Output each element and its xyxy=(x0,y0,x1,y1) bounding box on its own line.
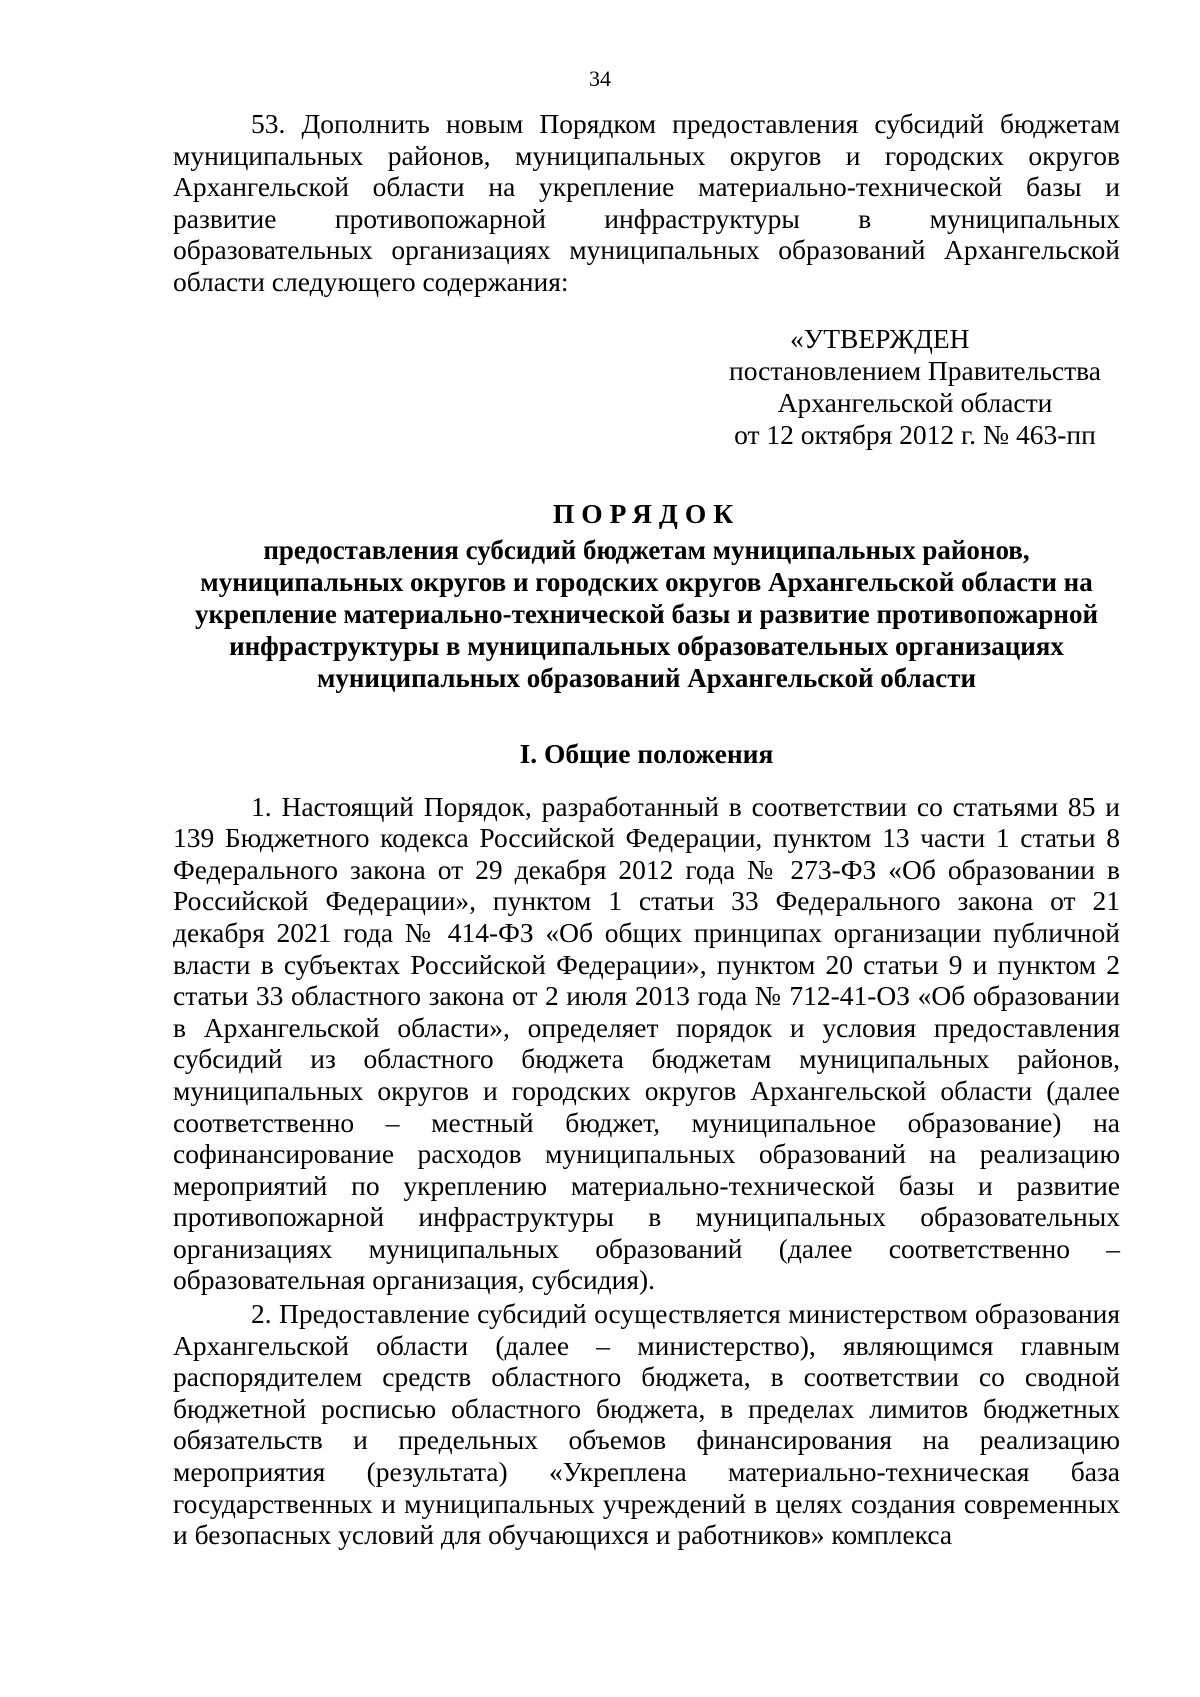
page-number: 34 xyxy=(589,66,611,91)
intro-paragraph: 53. Дополнить новым Порядком предоставления субсидий бюджетам муниципальных районов, муниципальных округов и городских округов Архангельской области на укрепление материально-технической базы и развитие противопожарной инфраструктуры в муниципальных образовательных организациях муниципальных образований Архангельской области следующего содержания: xyxy=(173,108,1120,297)
document-title: ПОРЯДОК xyxy=(552,497,741,529)
section-heading: I. Общие положения xyxy=(519,737,774,769)
approval-line-resolution: постановлением Правительства xyxy=(729,354,1101,386)
document-subtitle: предоставления субсидий бюджетам муниципальных районов, муниципальных округов и городских округов Архангельской области на укрепление материально-технической базы и развитие противопожарной инфраструктуры в муниципальных образовательных организациях муниципальных образований Архангельской области xyxy=(194,534,1099,693)
approval-line-date: от 12 октября 2012 г. № 463-пп xyxy=(734,418,1096,450)
paragraph-2: 2. Предоставление субсидий осуществляется министерством образования Архангельской области (далее – министерство), являющимся главным распорядителем средств областного бюджета, в соответствии со сводной бюджетной росписью областного бюджета, в пределах лимитов бюджетных обязательств и предельных объемов финансирования на реализацию мероприятия (результата) «Укреплена материально-техническая база государственных и муниципальных учреждений в целях создания современных и безопасных условий для обучающихся и работников» комплекса xyxy=(173,1298,1120,1551)
approval-line-region: Архангельской области xyxy=(777,386,1053,418)
approval-line-approved: «УТВЕРЖДЕН xyxy=(790,322,970,354)
document-content xyxy=(173,108,1120,1551)
approval-stamp-block xyxy=(710,323,1120,451)
paragraph-1: 1. Настоящий Порядок, разработанный в соответствии со статьями 85 и 139 Бюджетного кодекса Российской Федерации, пунктом 13 части 1 статьи 8 Федерального закона от 29 декабря 2012 года № 273-ФЗ «Об образовании в Российской Федерации», пунктом 1 статьи 33 Федерального закона от 21 декабря 2021 года № 414-ФЗ «Об общих принципах организации публичной власти в субъектах Российской Федерации», пунктом 20 статьи 9 и пунктом 2 статьи 33 областного закона от 2 июля 2013 года № 712-41-ОЗ «Об образовании в Архангельской области», определяет порядок и условия предоставления субсидий из областного бюджета бюджетам муниципальных районов, муниципальных округов и городских округов Архангельской области (далее соответственно – местный бюджет, муниципальное образование) на софинансирование расходов муниципальных образований на реализацию мероприятий по укреплению материально-технической базы и развитие противопожарной инфраструктуры в муниципальных образовательных организациях муниципальных образований (далее соответственно – образовательная организация, субсидия). xyxy=(173,790,1120,1296)
